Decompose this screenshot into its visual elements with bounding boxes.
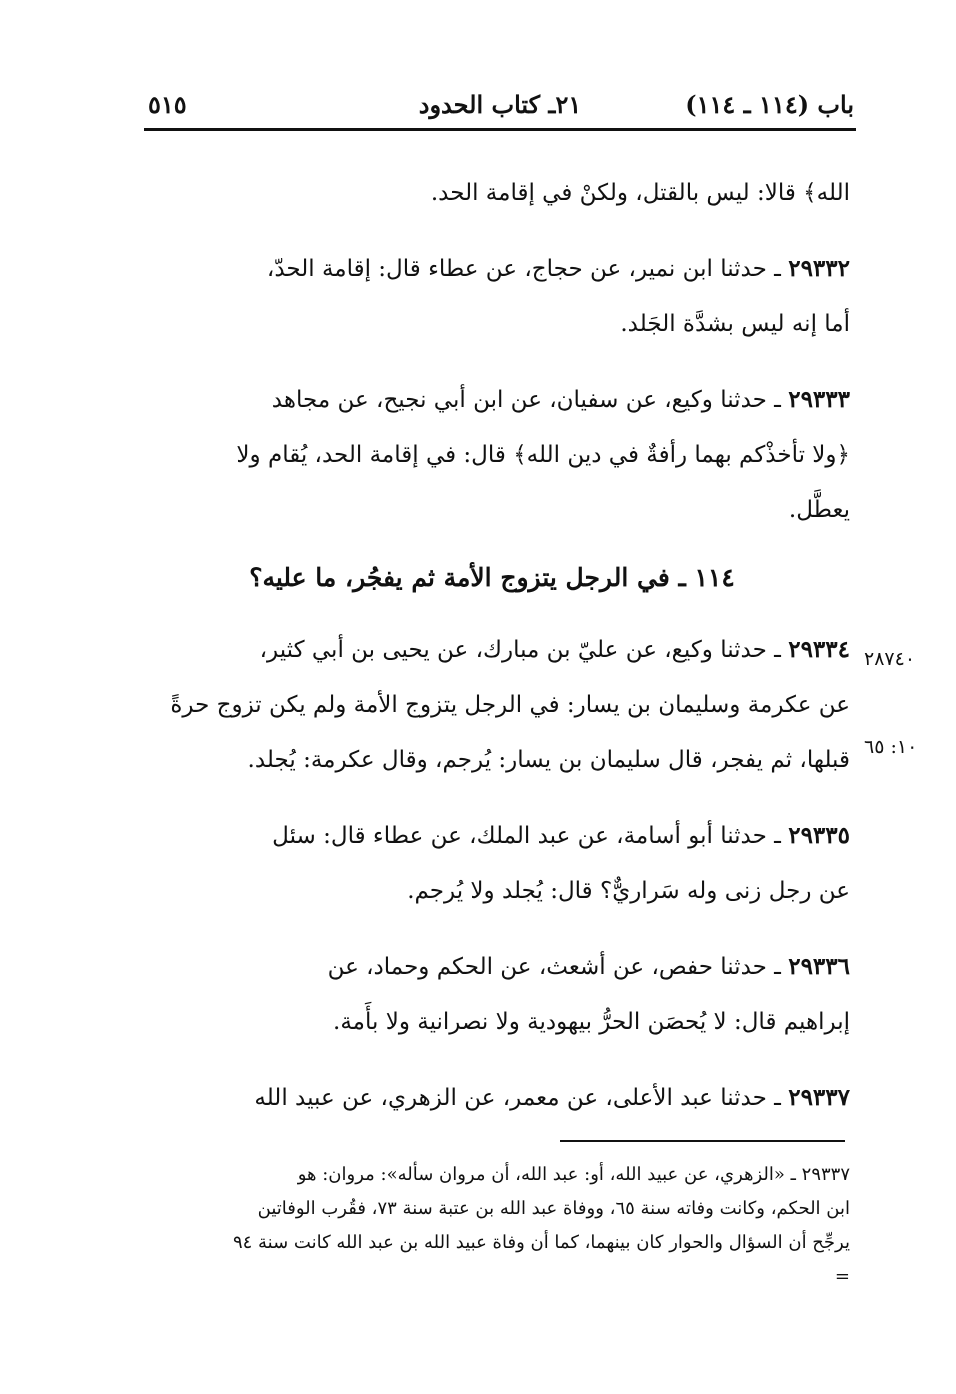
main-text: [134, 166, 850, 1146]
hadith-29332: [134, 241, 850, 352]
hadith-29335: [134, 808, 850, 919]
hadith-number: ٢٩٣٣٧: [788, 1084, 850, 1111]
hadith-number: ٢٩٣٣٥: [788, 822, 850, 849]
footnote-divider: [560, 1140, 845, 1142]
hadith-29334: [134, 622, 850, 788]
page-header: [144, 88, 856, 131]
section-heading: ١١٤ ـ في الرجل يتزوج الأمة ثم يفجُر، ما عليه؟: [249, 563, 735, 592]
margin-reference: ١٠: ٦٥: [864, 736, 918, 758]
section-range: باب (١١٤ ـ ١١٤): [685, 90, 854, 119]
hadith-29337: [134, 1070, 850, 1126]
hadith-text: ـ حدثنا وكيع، عن سفيان، عن ابن أبي نجيح، عن مجاهد ﴿ولا تأخذْكم بهما رأفةٌ في دين الله﴾ قال: في إقامة الحد، يُقام ولا يعطَّل.: [236, 387, 850, 523]
hadith-number: ٢٩٣٣٦: [788, 953, 850, 980]
hadith-number: ٢٩٣٣٢: [788, 255, 850, 282]
margin-reference: ٢٨٧٤٠: [864, 648, 916, 670]
hadith-text: ـ حدثنا عبد الأعلى، عن معمر، عن الزهري، عن عبيد الله: [254, 1085, 789, 1111]
chapter-title: ٢١ـ كتاب الحدود: [418, 90, 582, 119]
hadith-number: ٢٩٣٣٤: [788, 636, 850, 663]
footnote: ٢٩٣٣٧ ـ «الزهري، عن عبيد الله، أو: عبد الله، أن مروان سأله»: مروان: هو ابن الحكم، وكانت وفاته سنة ٦٥، ووفاة عبد الله بن عتبة سنة ٧٣، فقُرب الوفاتين يرجِّح أن السؤال والحوار كان بينهما، كما أن وفاة عبيد الله بن عبد الله كانت سنة ٩٤ =: [232, 1164, 850, 1287]
hadith-text: ـ حدثنا حفص، عن أشعث، عن الحكم وحماد، عن إبراهيم قال: لا يُحصَن الحرُّ بيهودية ولا نصرانية ولا بأَمة.: [327, 954, 850, 1035]
hadith-number: ٢٩٣٣٣: [788, 386, 850, 413]
page-number: ٥١٥: [148, 90, 187, 119]
hadith-text: ـ حدثنا أبو أسامة، عن عبد الملك، عن عطاء قال: سئل عن رجل زنى وله سَراريٌّ؟ قال: يُجلد ولا يُرجم.: [272, 823, 850, 904]
hadith-29333: [134, 372, 850, 538]
paragraph-continuation: الله﴾ قالا: ليس بالقتل، ولكنْ في إقامة الحد.: [430, 180, 850, 206]
hadith-text: ـ حدثنا وكيع، عن عليّ بن مبارك، عن يحيى بن أبي كثير، عن عكرمة وسليمان بن يسار: في الرجل يتزوج الأمة ولم يكن تزوج حرةً قبلها، ثم يفجر، قال سليمان بن يسار: يُرجم، وقال عكرمة: يُجلد.: [170, 637, 850, 773]
hadith-29336: [134, 939, 850, 1050]
hadith-text: ـ حدثنا ابن نمير، عن حجاج، عن عطاء قال: إقامة الحدّ، أما إنه ليس بشدَّة الجَلد.: [266, 256, 850, 337]
